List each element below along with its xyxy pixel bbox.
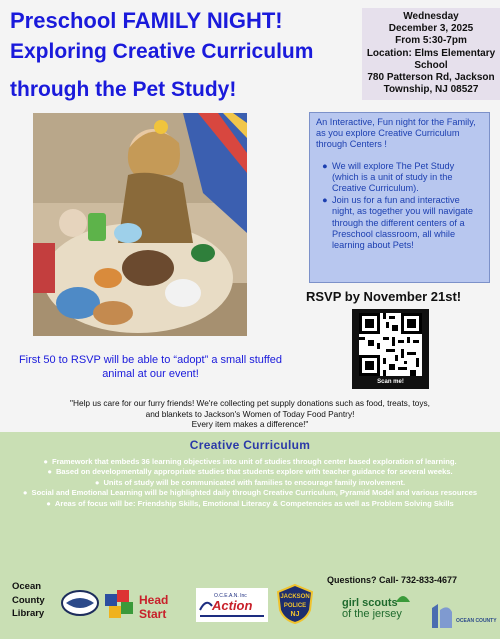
ocean-county-library-logo (12, 580, 45, 621)
creative-curriculum-title: Creative Curriculum (189, 438, 311, 452)
info-bullet: ● We will explore The Pet Study (which is a unit of study in the Creative Curriculum). (322, 160, 455, 194)
qr-caption: Scan me! (377, 379, 404, 385)
title-line-3: through the Pet Study! (10, 78, 237, 101)
police-text-1: JACKSON (280, 594, 310, 600)
trefoil-icon (394, 590, 412, 609)
police-text-3: NJ (290, 611, 300, 618)
quote-line: Every item makes a difference!" (191, 419, 309, 429)
event-date: December 3, 2025 (388, 23, 474, 35)
title-line-2: Exploring Creative Curriculum (10, 40, 314, 63)
donation-quote (10, 398, 490, 430)
curriculum-item: ● Areas of focus will be: Friendship Skills, Emotional Literacy & Competencies as well as Problem Solving Skills (46, 498, 454, 508)
questions-phone: Questions? Call- 732-833-4677 (327, 575, 458, 585)
event-address: 780 Patterson Rd, Jackson (367, 72, 495, 84)
curriculum-item-text: Framework that embeds 36 learning objectives into unit of studies through center based exploration of learning. (51, 457, 457, 466)
event-info-box (362, 8, 500, 100)
library-line: Ocean (12, 581, 42, 592)
event-day: Wednesday (403, 11, 459, 22)
quote-line: and blankets to Jackson's Women of Today Food Pantry! (145, 408, 355, 419)
adopt-announcement: First 50 to RSVP will be able to “adopt” a small stuffed animal at our event! (18, 354, 283, 380)
ocean-action-logo (196, 588, 268, 627)
girl-scouts-text-1: girl scouts (342, 597, 398, 609)
ocean-county-text: OCEAN COUNTY (456, 618, 497, 624)
creative-curriculum-list (10, 457, 490, 509)
ocean-action-text-2: Action (212, 598, 253, 613)
head-start-text-1: Head (139, 593, 169, 607)
curriculum-item: ● Social and Emotional Learning will be highlighted daily through Creative Curriculum, Pyramid Model and various resources (22, 488, 478, 498)
qr-code-icon (359, 313, 422, 376)
jackson-police-badge-logo (276, 584, 314, 629)
curriculum-item-text: Units of study will be communicated with families to encourage family involvement. (103, 477, 406, 487)
library-line: County (12, 594, 45, 606)
title-line-1: Preschool FAMILY NIGHT! (10, 8, 283, 33)
rsvp-qr-code[interactable] (352, 309, 429, 389)
library-line: Library (12, 608, 45, 619)
ocean-action-text-1: O.C.E.A.N. Inc (214, 593, 247, 599)
girl-scouts-text-2: of the jersey (342, 608, 402, 620)
rsvp-deadline: RSVP by November 21st! (306, 289, 462, 304)
curriculum-item: ● Based on developmentally appropriate studies that students explore with teacher guidance for several weeks. (47, 467, 453, 477)
event-township: Township, NJ 08527 (383, 84, 479, 96)
quote-line: "Help us care for our furry friends! We're collecting pet supply donations such as food, treats, toys, (70, 398, 430, 408)
info-intro: An Interactive, Fun night for the Family, as you explore Creative Curriculum through Centers ! (316, 117, 476, 150)
curriculum-item: ● Units of study will be communicated with families to encourage family involvement. (94, 477, 406, 487)
curriculum-item: ● Framework that embeds 36 learning objectives into unit of studies through center based exploration of learning. (43, 457, 457, 466)
police-text-2: POLICE (283, 603, 307, 609)
info-bullet-text: Join us for a fun and interactive night, as together you will navigate through the different centers of a Preschool classroom, all while learning about Pets! (332, 195, 473, 251)
event-time: From 5:30-7pm (395, 35, 467, 47)
girl-scouts-logo (342, 598, 402, 620)
info-bullet: ● Join us for a fun and interactive night, as together you will navigate through the different centers of a Preschool classroom, all while learning about Pets! (322, 195, 473, 251)
curriculum-item-text: Social and Emotional Learning will be highlighted daily through Creative Curriculum, Pyramid Model and various resources (31, 488, 478, 498)
event-location-2: School (414, 59, 448, 71)
library-emblem-icon (60, 588, 100, 623)
info-box (309, 112, 490, 283)
info-bullet-text: We will explore The Pet Study (which is a unit of study in the Creative Curriculum). (332, 160, 455, 194)
curriculum-item-text: Based on developmentally appropriate studies that students explore with teacher guidance for several weeks. (55, 467, 453, 477)
info-bullet-list (316, 161, 483, 252)
curriculum-item-text: Areas of focus will be: Friendship Skills, Emotional Literacy & Competencies as well as Problem Solving Skills (54, 498, 454, 508)
head-start-logo (105, 588, 187, 629)
children-playing-photo (33, 113, 247, 336)
ocean-county-logo (430, 600, 497, 635)
head-start-text-2: Start (139, 607, 167, 621)
event-location: Location: Elms Elementary (366, 47, 496, 59)
